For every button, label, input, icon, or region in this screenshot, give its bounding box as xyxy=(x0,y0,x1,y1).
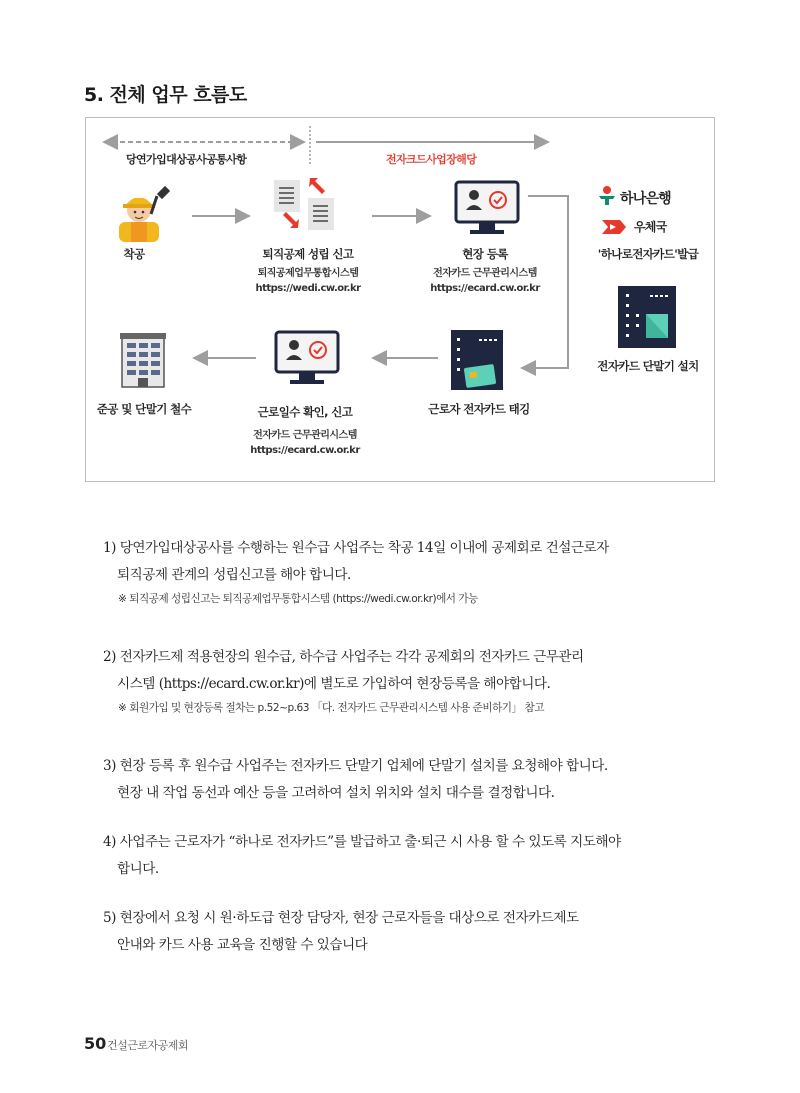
paragraph-1-line2: 퇴직공제 관계의 성립신고를 해야 합니다. xyxy=(117,567,351,583)
paragraph-3 xyxy=(103,753,715,807)
paragraph-2-note: ※ 회원가입 및 현장등록 절차는 p.52~p.63 「다. 전자카드 근무관리시스템 사용 준비하기」 참고 xyxy=(118,702,544,714)
building-icon xyxy=(120,333,166,389)
monitor-check-icon xyxy=(454,180,520,238)
step-register-label: 현장 등록 xyxy=(462,247,508,261)
monitor-check-icon-confirm xyxy=(274,330,340,388)
paragraph-4-line1: 사업주는 근로자가 “하나로 전자카드”를 발급하고 출·퇴근 시 사용 할 수 있도록 지도해야 xyxy=(119,834,621,850)
page-number: 50 xyxy=(84,1034,107,1053)
paragraph-3-line2: 현장 내 작업 동선과 예산 등을 고려하여 설치 위치와 설치 대수를 결정합니다. xyxy=(117,785,555,801)
step-install-label: 전자카드 단말기 설치 xyxy=(597,359,699,373)
paragraph-2-line2: 시스템 (https://ecard.cw.or.kr)에 별도로 가입하여 현장등록을 해야합니다. xyxy=(117,676,551,692)
step-finish-label: 준공 및 단말기 철수 xyxy=(96,402,192,416)
paragraph-4 xyxy=(103,829,715,883)
step-register-url: https://ecard.cw.or.kr xyxy=(430,283,540,294)
paragraph-5 xyxy=(103,905,715,959)
paragraph-1 xyxy=(103,535,715,589)
card-tagging-icon xyxy=(451,330,509,390)
workflow-diagram xyxy=(85,117,715,482)
paragraph-3-number: 3) xyxy=(103,758,116,774)
paragraph-2-line1: 전자카드제 적용현장의 원수급, 하수급 사업주는 각각 공제회의 전자카드 근무관리 xyxy=(119,649,584,665)
step-confirm-label: 근로일수 확인, 신고 xyxy=(257,405,353,419)
post-office-name: 우체국 xyxy=(634,220,667,234)
paragraph-4-number: 4) xyxy=(103,834,116,850)
card-terminal-icon xyxy=(618,286,676,348)
step-start-label: 착공 xyxy=(123,247,145,261)
paragraph-1-line1: 당연가입대상공사를 수행하는 원수급 사업주는 착공 14일 이내에 공제회로 건설근로자 xyxy=(119,540,609,556)
step-report-url: https://wedi.cw.or.kr xyxy=(255,283,361,294)
footer-org-name: 건설근로자공제회 xyxy=(107,1039,189,1052)
post-office-logo-icon xyxy=(600,218,630,236)
step-confirm-url: https://ecard.cw.or.kr xyxy=(250,445,360,456)
step-tagging-label: 근로자 전자카드 태깅 xyxy=(428,402,530,416)
step-report-system: 퇴직공제업무통합시스템 xyxy=(257,268,359,279)
paragraph-1-note: ※ 퇴직공제 성립신고는 퇴직공제업무통합시스템 (https://wedi.cw.or.kr)에서 가능 xyxy=(118,593,478,605)
paragraph-3-line1: 현장 등록 후 원수급 사업주는 전자카드 단말기 업체에 단말기 설치를 요청해야 합니다. xyxy=(119,758,608,774)
paragraph-2-number: 2) xyxy=(103,649,116,665)
paragraph-2 xyxy=(103,644,715,698)
header-right-label: 전자크드사업장해당 xyxy=(386,153,477,166)
paragraph-5-line2: 안내와 카드 사용 교육을 진행할 수 있습니다 xyxy=(117,937,368,953)
step-issue-label: '하나로전자카드'발급 xyxy=(597,247,699,261)
documents-icon xyxy=(272,174,344,234)
paragraph-5-number: 5) xyxy=(103,910,116,926)
construction-worker-icon xyxy=(105,184,175,242)
hana-bank-logo-icon xyxy=(596,184,618,206)
hana-bank-name: 하나은행 xyxy=(620,191,671,207)
paragraph-5-line1: 현장에서 요청 시 원·하도급 현장 담당자, 현장 근로자들을 대상으로 전자카드제도 xyxy=(119,910,579,926)
paragraph-4-line2: 합니다. xyxy=(117,861,159,877)
paragraph-1-number: 1) xyxy=(103,540,116,556)
step-confirm-system: 전자카드 근무관리시스템 xyxy=(253,430,357,441)
section-title: 5. 전체 업무 흐름도 xyxy=(84,84,247,106)
step-register-system: 전자카드 근무관리시스템 xyxy=(433,268,537,279)
step-report-label: 퇴직공제 성립 신고 xyxy=(262,247,354,261)
header-left-label: 당연가입대상공사공통사항 xyxy=(126,153,247,166)
